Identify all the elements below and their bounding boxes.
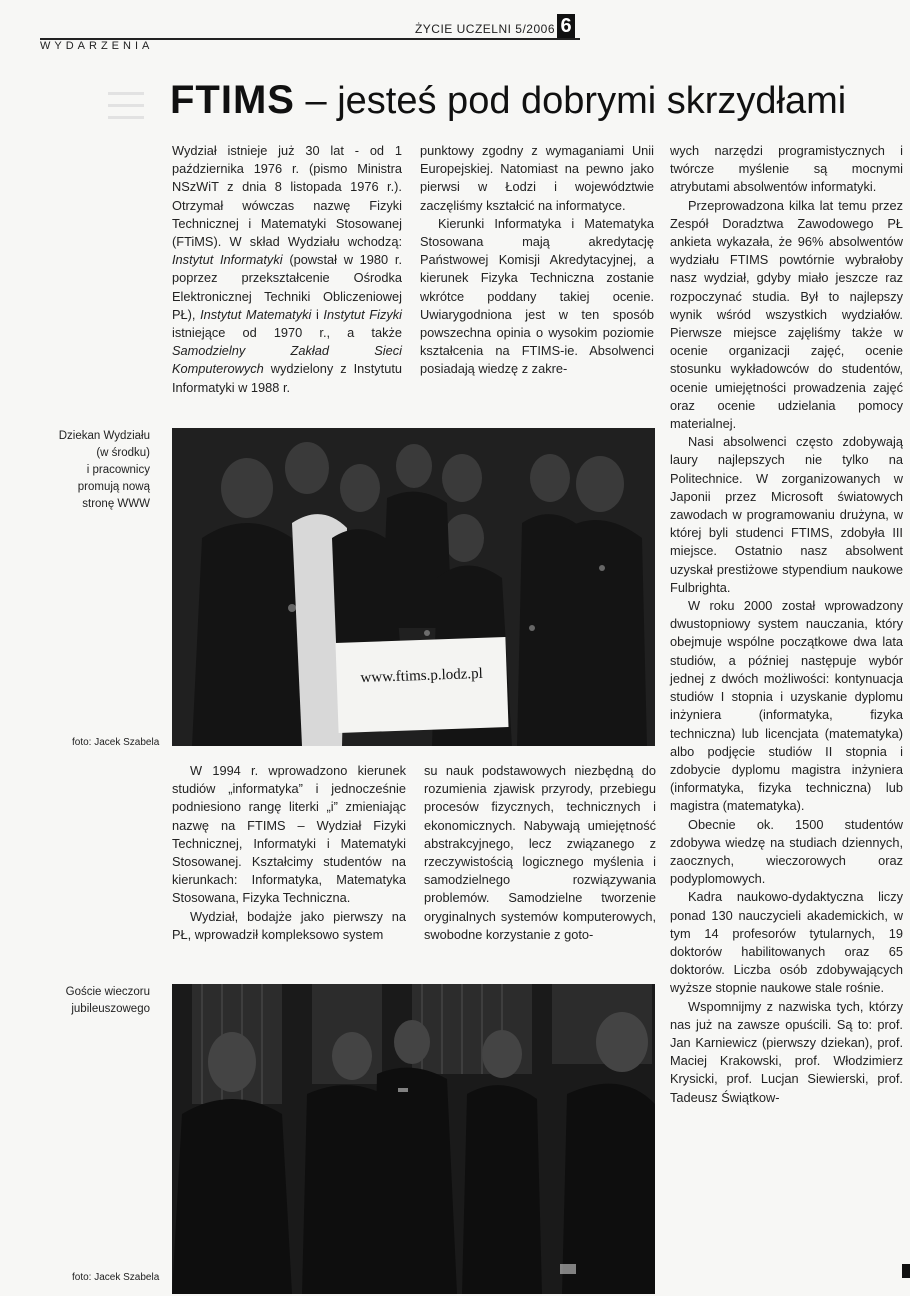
caption-line: i pracownicy	[86, 464, 150, 476]
publication-name: ŻYCIE UCZELNI 5/2006	[414, 22, 555, 36]
paragraph: wych narzędzi programistycznych i twórcze myślenie są mocnymi atrybutami absolwentów informatyki.	[670, 143, 903, 195]
title-ftims: FTIMS	[170, 78, 295, 122]
website-sign	[335, 637, 508, 733]
italic-name: Instytut Matematyki	[200, 306, 312, 322]
sign-url: www.ftims.p.lodz.pl	[360, 665, 484, 687]
caption-line: Dziekan Wydziału	[58, 430, 150, 442]
italic-name: Instytut Informatyki	[172, 252, 283, 268]
page-edge-mark	[902, 1264, 910, 1278]
caption-line: jubileuszowego	[71, 1003, 150, 1015]
column-2-top	[420, 142, 654, 379]
photo-1-credit: foto: Jacek Szabela	[72, 737, 160, 748]
paragraph: su nauk podstawowych niezbędną do rozumienia zjawisk przyrody, przebiegu procesów fizycznych, technicznych i ekonomicznych. Nabywają umiejętność abstrakcyjnego, lecz związanego z rzeczywistością logicznego myślenia i samodzielnego rozwiązywania problemów. Samodzielne tworzenie oryginalnych systemów komputerowych, swobodne korzystanie z goto-	[424, 763, 656, 942]
photo-1-caption	[30, 428, 150, 513]
paragraph: Obecnie ok. 1500 studentów zdobywa wiedzę na studiach dziennych, zaocznych, wieczorowych oraz podyplomowych.	[670, 816, 903, 887]
paragraph: Kierunki Informatyka i Matematyka Stosowana mają akredytację Państwowej Komisji Akredytacyjnej, a kierunek Fizyka Techniczna zostanie wkrótce poddany takiej ocenie. Uwiarygodniona jest w ten sposób powszechna opinia o wysokim poziomie kształcenia na FTIMS-ie. Absolwenci posiadają wiedzę z zakre-	[420, 215, 654, 377]
text-run: wydzielony z Instytutu Informatyki w 1988 r.	[172, 361, 402, 395]
page-number: 6	[557, 14, 575, 38]
column-2-bottom	[424, 762, 656, 944]
paragraph: Wydział, bodajże jako pierwszy na PŁ, wprowadził kompleksowo system	[172, 908, 406, 942]
column-3	[670, 142, 903, 1107]
caption-line: stronę WWW	[82, 498, 150, 510]
article-title	[170, 78, 846, 123]
paragraph: W roku 2000 został wprowadzony dwustopniowy system nauczania, który obejmuje wspólne początkowe dwa lata studiów, a później następuje wybór jednej z dwóch możliwości: kontynuacja studiów I stopnia i uzyskanie dyplomu inżyniera (informatyka, fizyka techniczna) lub licencjata (matematyka) albo podjęcie studiów II stopnia i zdobycie dyplomu magistra inżyniera (informatyka, fizyka techniczna) lub magistra (matematyka).	[670, 598, 903, 814]
photo-jubilee-guests	[172, 984, 655, 1294]
text-run: istniejące od 1970 r., a także	[172, 325, 402, 341]
running-header	[40, 0, 910, 52]
caption-line: promują nową	[77, 481, 150, 493]
text-run: i	[311, 306, 324, 322]
caption-line: (w środku)	[96, 447, 150, 459]
guests-photo-image	[172, 984, 655, 1294]
title-rest: – jesteś pod dobrymi skrzydłami	[294, 80, 847, 122]
section-label: WYDARZENIA	[40, 40, 154, 52]
paragraph: Kadra naukowo-dydaktyczna liczy ponad 130 nauczycieli akademickich, w tym 14 profesorów tytularnych, 19 doktorów habilitowanych oraz 65 doktorów. Liczba osób zdobywających wyższe stopnie naukowe stale rośnie.	[670, 889, 903, 996]
photo-dean-and-staff	[172, 428, 655, 746]
photo-2-credit: foto: Jacek Szabela	[72, 1272, 160, 1283]
photo-2-caption	[30, 984, 150, 1018]
text-run: Wydział istnieje już 30 lat - od 1 października 1976 r. (pismo Ministra NSzWiT z dnia 8 listopada 1976 r.). Otrzymał wówczas nazwę Fizyki Technicznej i Matematyki Stosowanej (FTiMS). W skład Wydziału wchodzą:	[172, 143, 402, 250]
show-through-left	[108, 86, 144, 136]
paragraph: Nasi absolwenci często zdobywają laury najlepszych nie tylko na Politechnice. W zorganizowanych w Japonii przez Microsoft światowych zawodach w programowaniu drużyna, w której byli studenci FTIMS, zdobyła III miejsce. Ostatnio nasz absolwent uzyskał prestiżowe stypendium naukowe Fulbrighta.	[670, 434, 903, 595]
column-1-top	[172, 142, 402, 397]
column-1-bottom	[172, 762, 406, 944]
italic-name: Instytut Fizyki	[323, 306, 402, 322]
text-run: (powstał w 1980 r. poprzez przekształcenie Ośrodka Elektronicznej Techniki Obliczeniowej PŁ),	[172, 252, 402, 322]
paragraph: Przeprowadzona kilka lat temu przez Zespół Doradztwa Zawodowego PŁ ankieta wykazała, że 96% absolwentów wydziału FTIMS powtórnie wybrałoby nasz wydział, gdyby miało jeszcze raz rozpoczynać studia. Był to najlepszy wynik wśród wszystkich wydziałów. Pierwsze miejsce zajęliśmy także w ocenie organizacji zajęć, ocenie stosunku wykładowców do studentów, ocenie umiejętności prowadzenia zajęć oraz ocenie udzielania pomocy materialnej.	[670, 197, 903, 432]
paragraph	[172, 142, 402, 397]
paragraph: W 1994 r. wprowadzono kierunek studiów „informatyka” i jednocześnie podniesiono rangę literki „i” zmieniając nazwę na FTIMS – Wydział Fizyki Technicznej, Informatyki i Matematyki Stosowanej. Kształcimy studentów na kierunkach: Informatyka, Matematyka Stosowana, Fizyka Techniczna.	[172, 763, 406, 906]
caption-line: Goście wieczoru	[65, 986, 150, 998]
paragraph: punktowy zgodny z wymaganiami Unii Europejskiej. Natomiast na pewno jako pierwsi w Łodzi i województwie zaczęliśmy kształcić na informatyce.	[420, 143, 654, 213]
paragraph: Wspomnijmy z nazwiska tych, którzy nas już na zawsze opuścili. Są to: prof. Jan Karniewicz (pierwszy dziekan), prof. Maciej Krakowski, prof. Włodzimierz Krysicki, prof. Lucjan Siewierski, prof. Tadeusz Świątkow-	[670, 998, 903, 1105]
italic-name: Samodzielny Zakład Sieci Komputerowych	[172, 343, 402, 377]
